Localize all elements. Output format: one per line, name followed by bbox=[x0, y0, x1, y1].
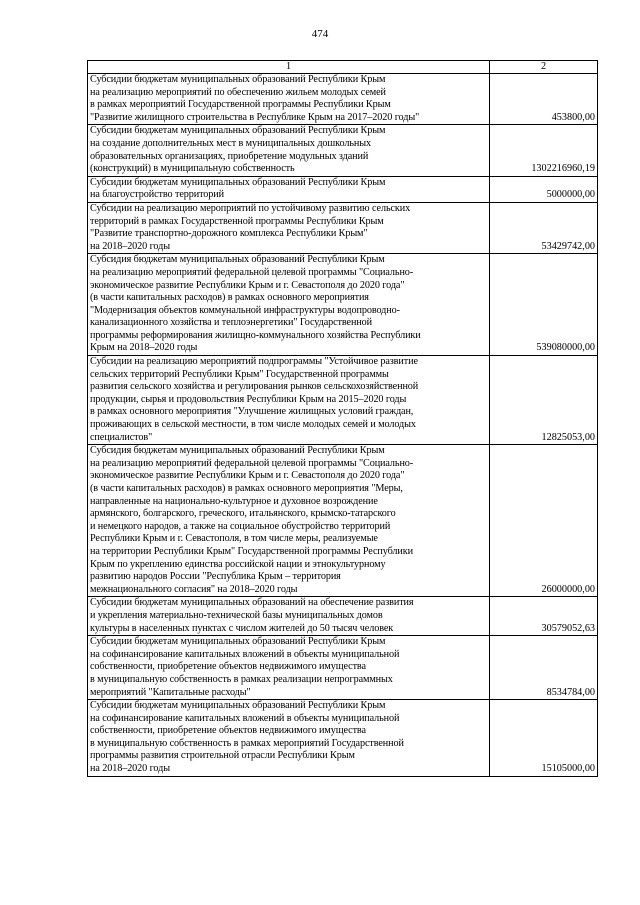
row-amount: 26000000,00 bbox=[490, 445, 598, 597]
row-description: Субсидии бюджетам муниципальных образований Республики Крым на реализацию мероприятий по обеспечению жильем молодых семей в рамках мероприятий Государственной программы Республики Крым "Развитие жилищного строительства в Республике Крым на 2017–2020 годы" bbox=[88, 74, 490, 125]
column-header-1: 1 bbox=[88, 61, 490, 74]
row-amount: 539080000,00 bbox=[490, 254, 598, 356]
column-header-2: 2 bbox=[490, 61, 598, 74]
row-amount: 53429742,00 bbox=[490, 202, 598, 253]
row-description: Субсидия бюджетам муниципальных образований Республики Крым на реализацию мероприятий федеральной целевой программы "Социально- экономическое развитие Республики Крым и г. Севастополя до 2020 года" (в части капитальных расходов) в рамках основного мероприятия "Меры, направленные на национально-культурное и духовное возрождение армянского, болгарского, греческого, итальянского, крымско-татарского и немецкого народов, а также на социальное обустройство территорий Республики Крым и г. Севастополя, в том числе меры, реализуемые на территории Республики Крым" Государственной программы Республики Крым по укреплению единства российской нации и этнокультурному развитию народов России "Республика Крым – территория межнационального согласия" на 2018–2020 годы bbox=[88, 445, 490, 597]
row-description: Субсидии бюджетам муниципальных образований Республики Крым на софинансирование капитальных вложений в объекты муниципальной собственности, приобретение объектов недвижимого имущества в муниципальную собственность в рамках мероприятий Государственной программы развития строительной отрасли Республики Крым на 2018–2020 годы bbox=[88, 700, 490, 777]
table-row bbox=[88, 176, 598, 202]
table-row bbox=[88, 356, 598, 445]
table-row bbox=[88, 445, 598, 597]
row-amount: 15105000,00 bbox=[490, 700, 598, 777]
row-amount: 453800,00 bbox=[490, 74, 598, 125]
row-description: Субсидии на реализацию мероприятий подпрограммы "Устойчивое развитие сельских территорий Республики Крым" Государственной программы развития сельского хозяйства и регулирования рынков сельскохозяйственной продукции, сырья и продовольствия Республики Крым на 2015–2020 годы в рамках основного мероприятия "Улучшение жилищных условий граждан, проживающих в сельской местности, в том числе молодых семей и молодых специалистов" bbox=[88, 356, 490, 445]
budget-table bbox=[87, 60, 598, 777]
row-description: Субсидии бюджетам муниципальных образований Республики Крым на создание дополнительных мест в муниципальных дошкольных образовательных организациях, приобретение модульных зданий (конструкций) в муниципальную собственность bbox=[88, 125, 490, 176]
row-description: Субсидии бюджетам муниципальных образований на обеспечение развития и укрепления материально-технической базы муниципальных домов культуры в населенных пунктах с числом жителей до 50 тысяч человек bbox=[88, 597, 490, 636]
row-amount: 30579052,63 bbox=[490, 597, 598, 636]
table-header-row bbox=[88, 61, 598, 74]
row-amount: 5000000,00 bbox=[490, 176, 598, 202]
table-row bbox=[88, 125, 598, 176]
table-row bbox=[88, 254, 598, 356]
row-description: Субсидия бюджетам муниципальных образований Республики Крым на реализацию мероприятий федеральной целевой программы "Социально- экономическое развитие Республики Крым и г. Севастополя до 2020 года" (в части капитальных расходов) в рамках основного мероприятия "Модернизация объектов коммунальной инфраструктуры водопроводно- канализационного хозяйства и теплоэнергетики" Государственной программы реформирования жилищно-коммунального хозяйства Республики Крым на 2018–2020 годы bbox=[88, 254, 490, 356]
row-amount: 12825053,00 bbox=[490, 356, 598, 445]
table-row bbox=[88, 74, 598, 125]
table-row bbox=[88, 700, 598, 777]
row-amount: 8534784,00 bbox=[490, 636, 598, 700]
page-number: 474 bbox=[311, 28, 329, 40]
table-row bbox=[88, 202, 598, 253]
table-row bbox=[88, 597, 598, 636]
table-row bbox=[88, 636, 598, 700]
row-description: Субсидии бюджетам муниципальных образований Республики Крым на благоустройство территорий bbox=[88, 176, 490, 202]
row-description: Субсидии бюджетам муниципальных образований Республики Крым на софинансирование капитальных вложений в объекты муниципальной собственности, приобретение объектов недвижимого имущества в муниципальную собственность в рамках реализации непрограммных мероприятий "Капитальные расходы" bbox=[88, 636, 490, 700]
row-description: Субсидии на реализацию мероприятий по устойчивому развитию сельских территорий в рамках Государственной программы Республики Крым "Развитие транспортно-дорожного комплекса Республики Крым" на 2018–2020 годы bbox=[88, 202, 490, 253]
row-amount: 1302216960,19 bbox=[490, 125, 598, 176]
